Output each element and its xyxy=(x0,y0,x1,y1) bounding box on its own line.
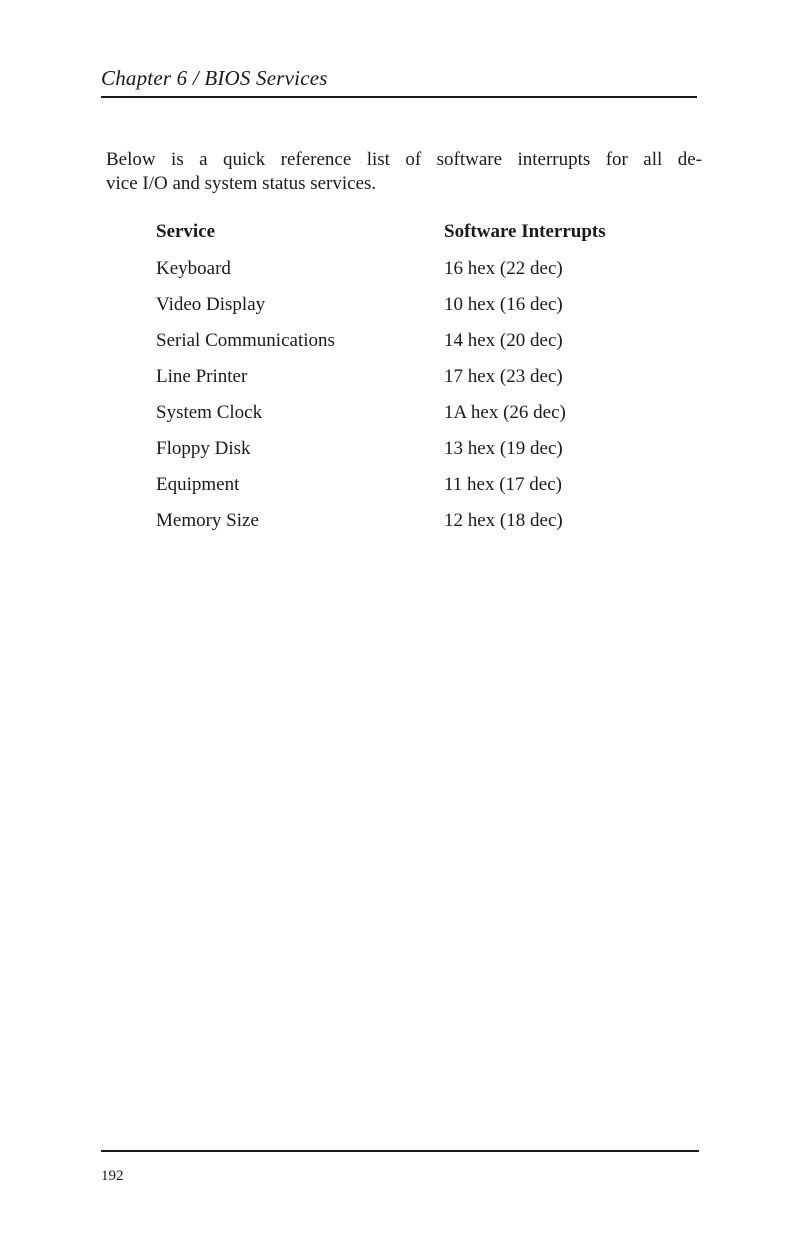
interrupt-cell: 11 hex (17 dec) xyxy=(444,474,562,495)
service-cell: Serial Communications xyxy=(156,330,335,351)
interrupt-cell: 1A hex (26 dec) xyxy=(444,402,566,423)
service-cell: Memory Size xyxy=(156,510,259,531)
running-title: Chapter 6 / BIOS Services xyxy=(101,66,328,90)
table-body xyxy=(156,256,676,544)
table-row xyxy=(156,256,676,292)
interrupt-reference-table xyxy=(156,219,676,544)
intro-paragraph xyxy=(106,148,702,196)
interrupt-cell: 17 hex (23 dec) xyxy=(444,366,563,387)
table-row xyxy=(156,472,676,508)
table-row xyxy=(156,400,676,436)
service-cell: Keyboard xyxy=(156,258,231,279)
service-cell: Line Printer xyxy=(156,366,248,387)
service-cell: Equipment xyxy=(156,474,240,495)
intro-line-1: Below is a quick reference list of software interrupts for all de- xyxy=(106,149,702,170)
service-cell: Video Display xyxy=(156,294,266,315)
table-row xyxy=(156,364,676,400)
header-software-interrupts: Software Interrupts xyxy=(444,221,606,242)
table-row xyxy=(156,328,676,364)
interrupt-cell: 16 hex (22 dec) xyxy=(444,258,563,279)
service-cell: Floppy Disk xyxy=(156,438,251,459)
table-row xyxy=(156,292,676,328)
interrupt-cell: 14 hex (20 dec) xyxy=(444,330,563,351)
table-header-row xyxy=(156,219,676,256)
table-row xyxy=(156,508,676,544)
interrupt-cell: 10 hex (16 dec) xyxy=(444,294,563,315)
page-footer xyxy=(101,1150,699,1184)
page-header xyxy=(101,64,697,98)
interrupt-cell: 12 hex (18 dec) xyxy=(444,510,563,531)
table-row xyxy=(156,436,676,472)
header-service: Service xyxy=(156,221,216,242)
intro-line-2: vice I/O and system status services. xyxy=(106,173,377,194)
interrupt-cell: 13 hex (19 dec) xyxy=(444,438,563,459)
service-cell: System Clock xyxy=(156,402,263,423)
page-number: 192 xyxy=(101,1168,124,1184)
